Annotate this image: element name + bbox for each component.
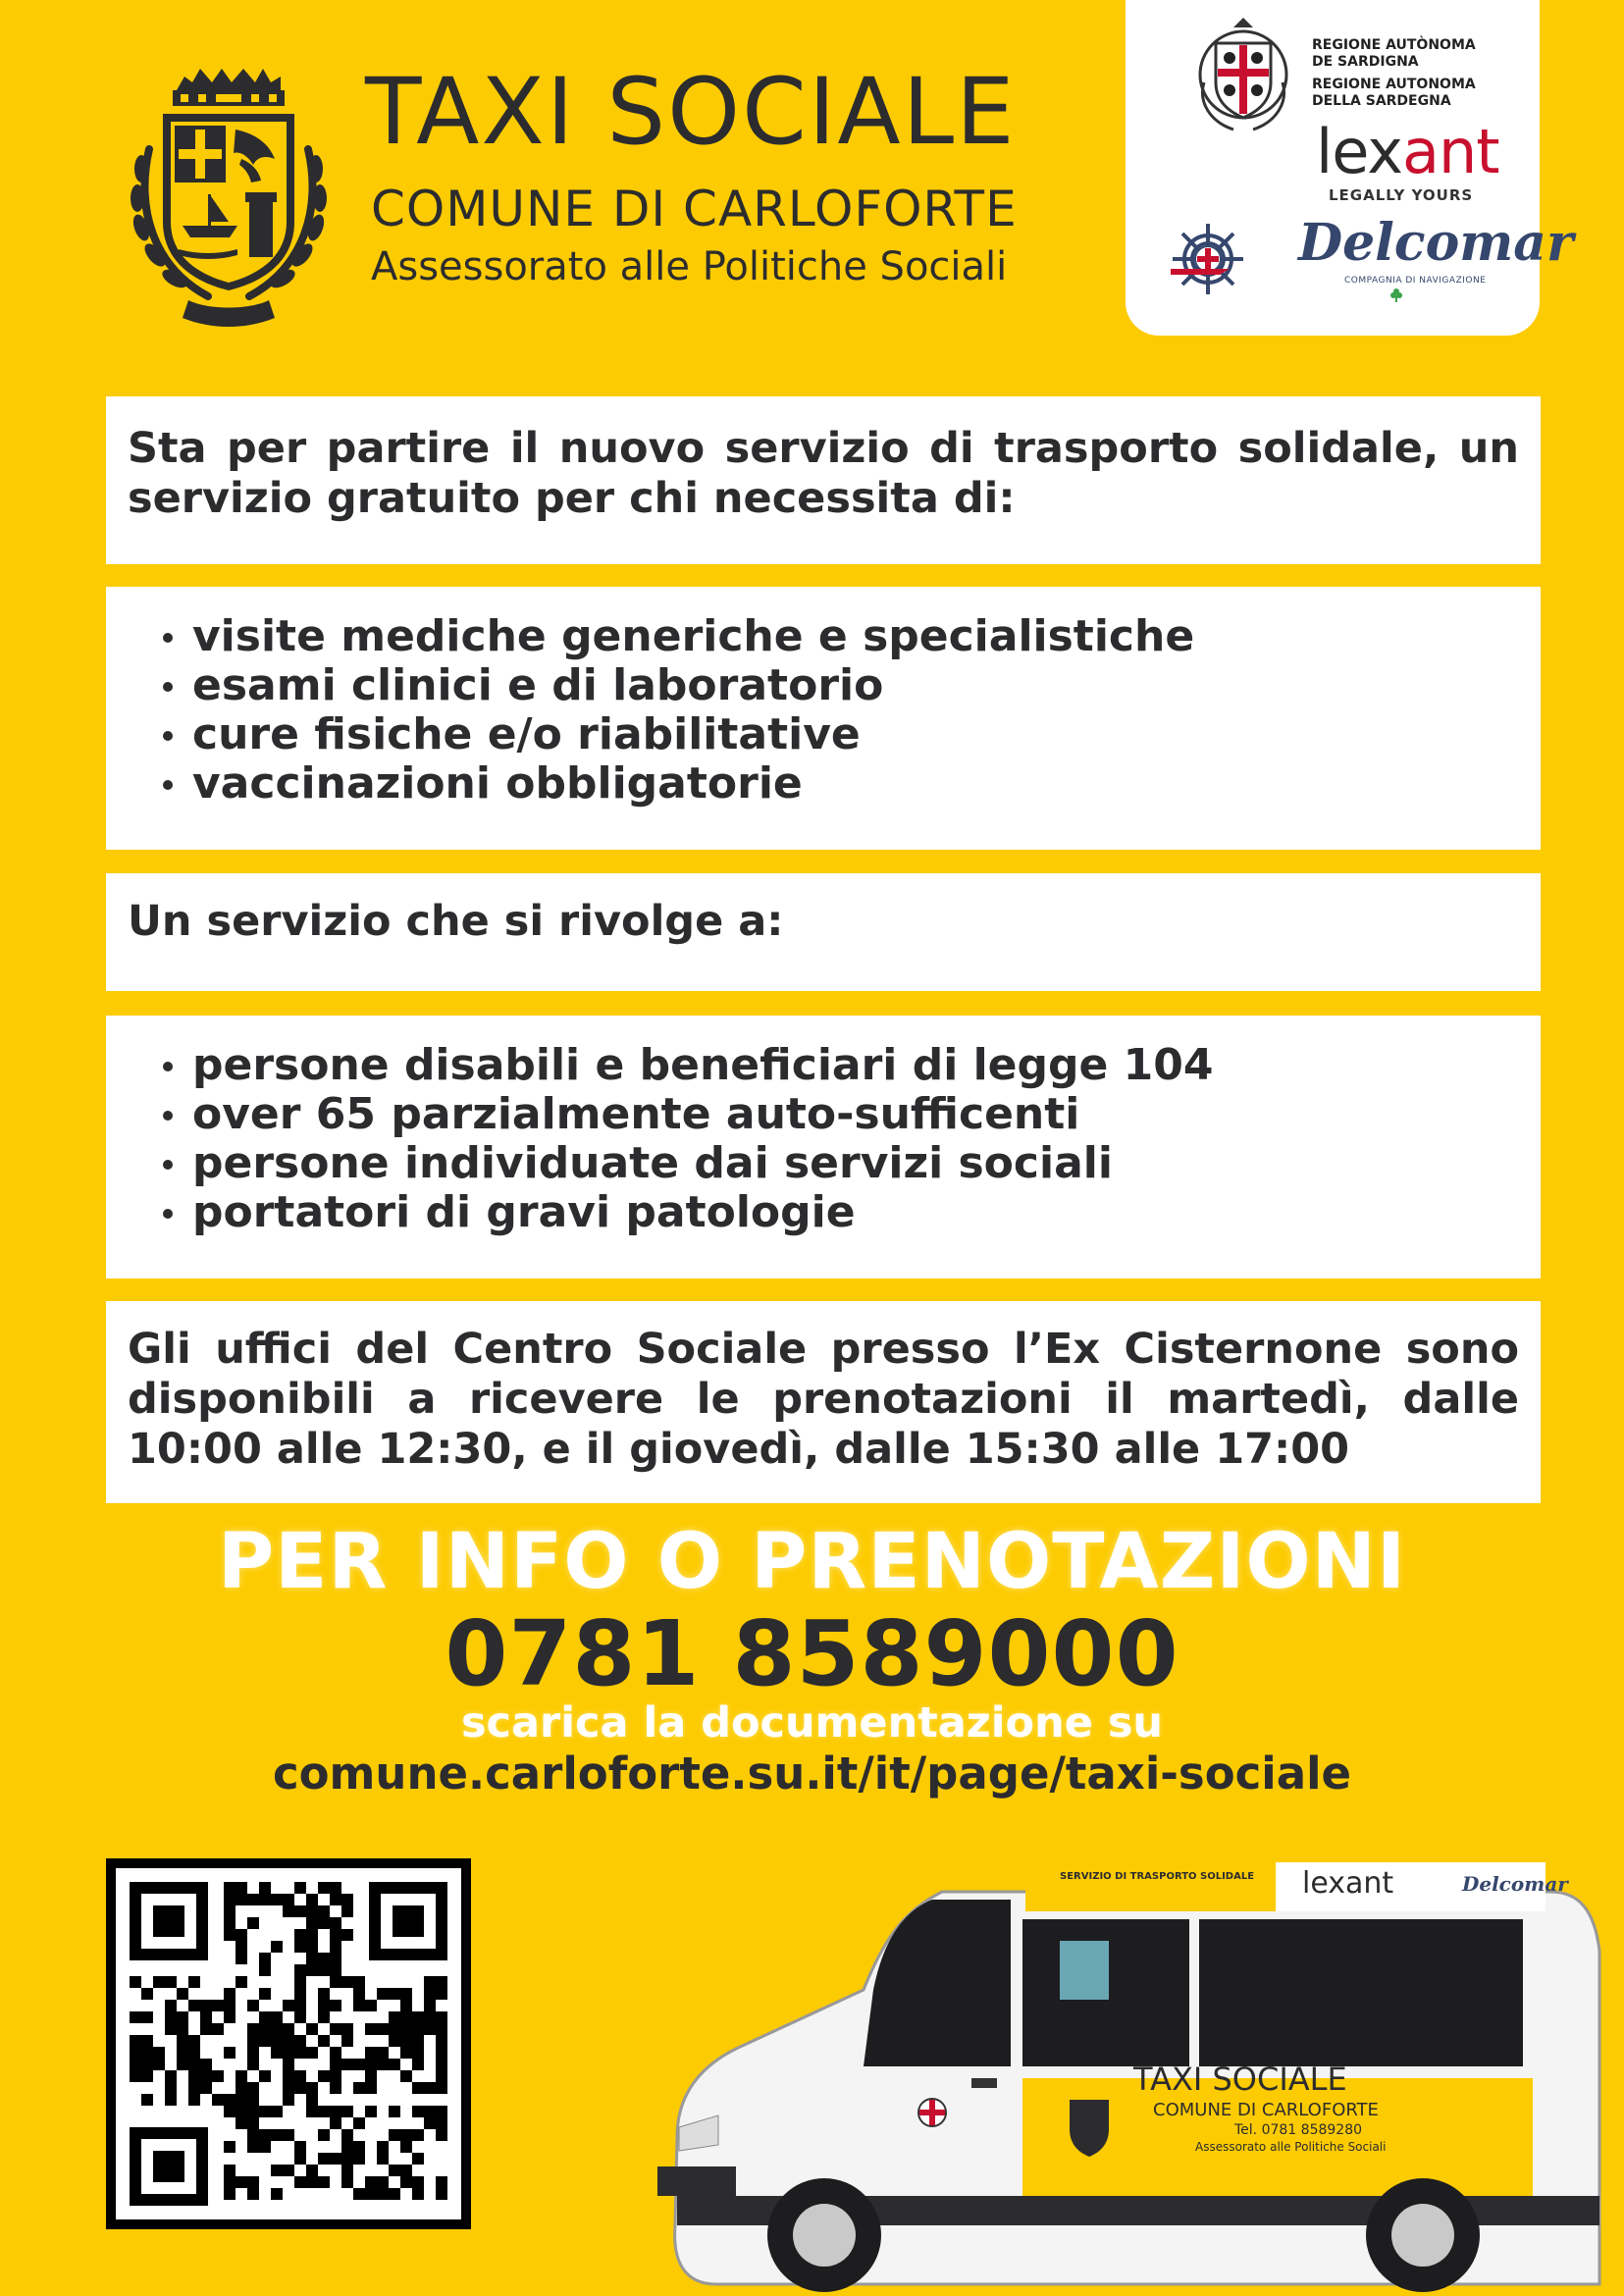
page-title: TAXI SOCIALE [365, 59, 1017, 166]
services-box [106, 587, 1541, 850]
bullet-icon [163, 780, 173, 790]
list-item: portatori di gravi patologie [128, 1188, 1519, 1237]
bullet-icon [163, 682, 173, 692]
clover-icon [1388, 287, 1404, 302]
target-heading: Un servizio che si rivolge a: [128, 897, 784, 946]
info-heading: PER INFO O PRENOTAZIONI [218, 1518, 1406, 1606]
van-banner-text: SERVIZIO DI TRASPORTO SOLIDALE [1060, 1871, 1255, 1882]
list-item: visite mediche generiche e specialistiche [128, 612, 1519, 661]
taxi-van-image [638, 1843, 1624, 2296]
sardinia-region-emblem [1194, 14, 1292, 133]
targets-box [106, 1016, 1541, 1278]
carloforte-coat-of-arms-logo [120, 61, 338, 336]
department-name: Assessorato alle Politiche Sociali [371, 244, 1008, 289]
lexant-logo-suffix: ant [1401, 116, 1499, 187]
van-delcomar-logo: Delcomar [1462, 1872, 1568, 1896]
office-hours-text: Gli uffici del Centro Sociale presso l’Ex Cisternone sono disponibili a ricevere le prenotazioni il martedì, dalle 10:00 alle 12:30, e il giovedì, dalle 15:30 alle 17:00 [128, 1325, 1519, 1474]
intro-box [106, 396, 1541, 564]
bullet-icon [163, 1160, 173, 1170]
intro-text: Sta per partire il nuovo servizio di trasporto solidale, un servizio gratuito per chi necessita di: [128, 424, 1519, 523]
region-name-line: DE SARDIGNA [1312, 54, 1419, 70]
target-heading-box [106, 873, 1541, 991]
list-item: vaccinazioni obbligatorie [128, 759, 1519, 809]
list-item: over 65 parzialmente auto-sufficenti [128, 1090, 1519, 1139]
bullet-icon [163, 1062, 173, 1071]
lexant-tagline: LEGALLY YOURS [1329, 186, 1474, 204]
region-name-line: REGIONE AUTONOMA [1312, 77, 1476, 92]
delcomar-logo: Delcomar [1298, 213, 1574, 273]
ship-helm-icon [1169, 214, 1247, 302]
van-title: TAXI SOCIALE [1133, 2061, 1347, 2098]
list-item: esami clinici e di laboratorio [128, 661, 1519, 710]
download-caption: scarica la documentazione su [460, 1698, 1164, 1748]
region-name-line: REGIONE AUTÒNOMA [1312, 37, 1476, 53]
list-item: cure fisiche e/o riabilitative [128, 710, 1519, 759]
region-name-line: DELLA SARDEGNA [1312, 93, 1451, 109]
van-subtitle: COMUNE DI CARLOFORTE [1153, 2100, 1379, 2120]
municipality-name: COMUNE DI CARLOFORTE [371, 181, 1018, 237]
lexant-logo-prefix: lex [1316, 116, 1402, 187]
documentation-link[interactable]: comune.carloforte.su.it/it/page/taxi-sociale [272, 1748, 1352, 1800]
bullet-icon [163, 1111, 173, 1121]
list-item: persone disabili e beneficiari di legge 104 [128, 1041, 1519, 1090]
targets-list [128, 1041, 1519, 1237]
lexant-logo [1316, 116, 1499, 187]
delcomar-tagline: COMPAGNIA DI NAVIGAZIONE [1344, 276, 1487, 286]
van-department: Assessorato alle Politiche Sociali [1195, 2140, 1387, 2154]
services-list [128, 612, 1519, 809]
office-hours-box [106, 1301, 1541, 1503]
bullet-icon [163, 731, 173, 741]
sponsors-panel [1126, 0, 1574, 336]
bullet-icon [163, 1209, 173, 1219]
qr-code[interactable] [106, 1858, 471, 2229]
van-phone: Tel. 0781 8589280 [1234, 2122, 1363, 2138]
bullet-icon [163, 633, 173, 643]
van-lexant-logo: lexant [1302, 1866, 1394, 1901]
list-item: persone individuate dai servizi sociali [128, 1139, 1519, 1188]
phone-number[interactable]: 0781 8589000 [445, 1601, 1179, 1706]
